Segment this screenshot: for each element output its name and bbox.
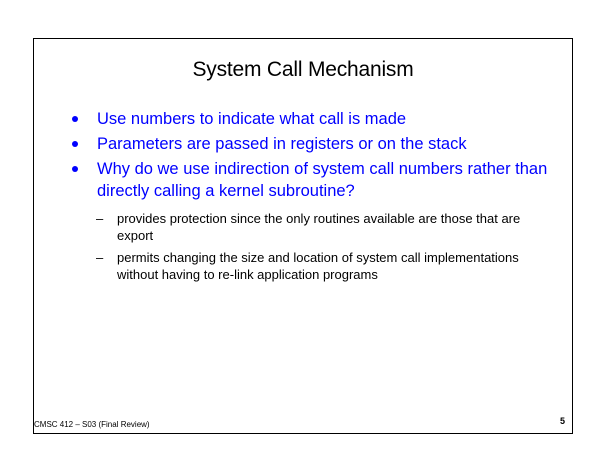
sub-bullet-item [96,210,552,244]
bullet-item [72,108,552,130]
bullet-dot-icon [72,166,78,172]
footer-course-label: CMSC 412 – S03 (Final Review) [34,420,150,429]
dash-icon: – [96,211,104,226]
bullet-text: Use numbers to indicate what call is made [97,110,407,128]
sub-bullet-item [96,249,552,283]
sub-bullet-text: permits changing the size and location of system call implementations without having to re-link application programs [117,250,519,282]
bullet-text: Parameters are passed in registers or on the stack [97,135,467,153]
bullet-dot-icon [72,141,78,147]
dash-icon: – [96,250,104,265]
bullet-item [72,133,552,155]
bullet-item [72,158,552,283]
bullet-list [72,108,552,288]
page-number: 5 [560,416,566,426]
slide-title: System Call Mechanism [192,58,414,81]
bullet-dot-icon [72,116,78,122]
bullet-text: Why do we use indirection of system call numbers rather than directly calling a kernel subroutine? [97,160,548,200]
sub-bullet-text: provides protection since the only routines available are those that are export [117,211,521,243]
sub-bullet-list [96,210,552,283]
